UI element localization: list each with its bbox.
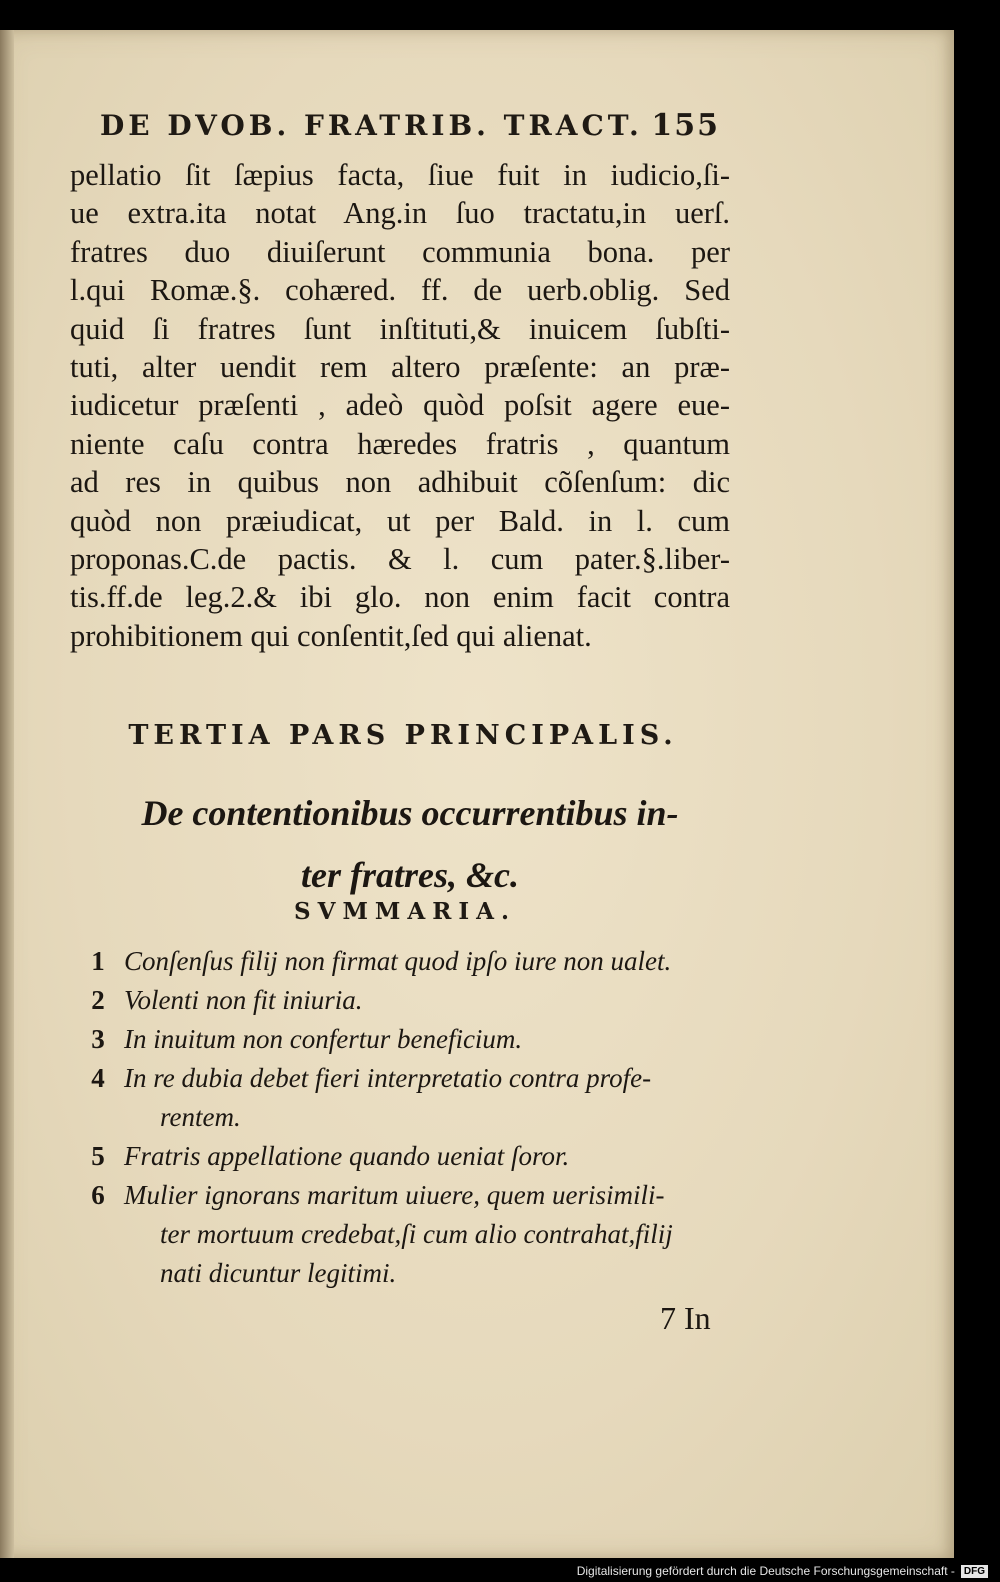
body-line: l.qui Romæ.§. cohæred. ff. de uerb.oblig. Sed bbox=[70, 273, 730, 308]
body-text bbox=[70, 156, 730, 655]
item-line: In re dubia debet fieri interpretatio contra profe- bbox=[124, 1063, 652, 1093]
body-line: tuti, alter uendit rem altero præſente: an præ- bbox=[70, 350, 730, 385]
item-line: Volenti non fit iniuria. bbox=[124, 985, 363, 1015]
item-line: nati dicuntur legitimi. bbox=[160, 1258, 397, 1288]
item-line: Conſenſus filij non firmat quod ipſo iure non ualet. bbox=[124, 946, 672, 976]
item-text bbox=[124, 1059, 732, 1137]
summaria-list bbox=[72, 942, 732, 1293]
body-line: ue extra.ita notat Ang.in ſuo tractatu,in uerſ. bbox=[70, 196, 730, 231]
list-item bbox=[72, 1020, 732, 1059]
body-line: ad res in quibus non adhibuit cõſenſum: dic bbox=[70, 465, 730, 500]
body-line: quòd non præiudicat, ut per Bald. in l. cum bbox=[70, 503, 730, 538]
item-number: 4 bbox=[91, 1063, 105, 1093]
item-line: ter mortuum credebat,ſi cum alio contrahat,filij bbox=[160, 1219, 673, 1249]
book-page bbox=[0, 30, 954, 1558]
item-number: 2 bbox=[91, 985, 105, 1015]
item-text bbox=[124, 1137, 732, 1176]
running-head-title: DE DVOB. FRATRIB. TRACT. bbox=[100, 109, 643, 142]
page-gutter bbox=[0, 30, 14, 1558]
catchword: 7 In bbox=[660, 1300, 711, 1336]
item-line: In inuitum non confertur beneficium. bbox=[124, 1024, 523, 1054]
item-text bbox=[124, 942, 732, 981]
item-number: 1 bbox=[91, 946, 105, 976]
item-number: 6 bbox=[91, 1180, 105, 1210]
item-number: 3 bbox=[91, 1024, 105, 1054]
body-line: pellatio ſit ſæpius facta, ſiue fuit in iudicio,ſi- bbox=[70, 158, 730, 192]
digitization-credit bbox=[577, 1564, 988, 1578]
list-item bbox=[72, 1176, 732, 1293]
item-line: Fratris appellatione quando ueniat ſoror. bbox=[124, 1141, 570, 1171]
item-number: 5 bbox=[91, 1141, 105, 1171]
item-text bbox=[124, 1020, 732, 1059]
section-subtitle bbox=[110, 782, 710, 906]
body-line: fratres duo diuiſerunt communia bona. per bbox=[70, 234, 730, 269]
item-line: rentem. bbox=[160, 1102, 241, 1132]
subtitle-line: De contentionibus occurrentibus in- bbox=[141, 793, 679, 833]
list-item bbox=[72, 942, 732, 981]
page-number: 155 bbox=[651, 108, 720, 143]
body-line: quid ſi fratres ſunt inſtituti,& inuicem ſubſti- bbox=[70, 311, 730, 346]
credit-text: Digitalisierung gefördert durch die Deutsche Forschungsgemeinschaft - bbox=[576, 1564, 955, 1578]
body-line: iudicetur præſenti , adeò quòd poſsit agere eue- bbox=[70, 388, 730, 423]
item-line: Mulier ignorans maritum uiuere, quem uerisimili- bbox=[124, 1180, 665, 1210]
running-head bbox=[100, 108, 720, 143]
item-text bbox=[124, 1176, 732, 1293]
list-item bbox=[72, 1137, 732, 1176]
item-text bbox=[124, 981, 732, 1020]
body-line: tis.ff.de leg.2.& ibi glo. non enim facit contra bbox=[70, 580, 730, 615]
summaria-title: SVMMARIA. bbox=[294, 898, 516, 925]
body-line: prohibitionem qui conſentit,ſed qui alienat. bbox=[70, 618, 592, 653]
body-line: niente caſu contra hæredes fratris , quantum bbox=[70, 426, 730, 461]
subtitle-line: ter fratres, &c. bbox=[301, 855, 519, 895]
list-item bbox=[72, 1059, 732, 1137]
body-line: proponas.C.de pactis. & l. cum pater.§.liber- bbox=[70, 542, 730, 577]
section-heading: TERTIA PARS PRINCIPALIS. bbox=[128, 720, 678, 751]
dfg-logo: DFG bbox=[961, 1565, 988, 1578]
list-item bbox=[72, 981, 732, 1020]
